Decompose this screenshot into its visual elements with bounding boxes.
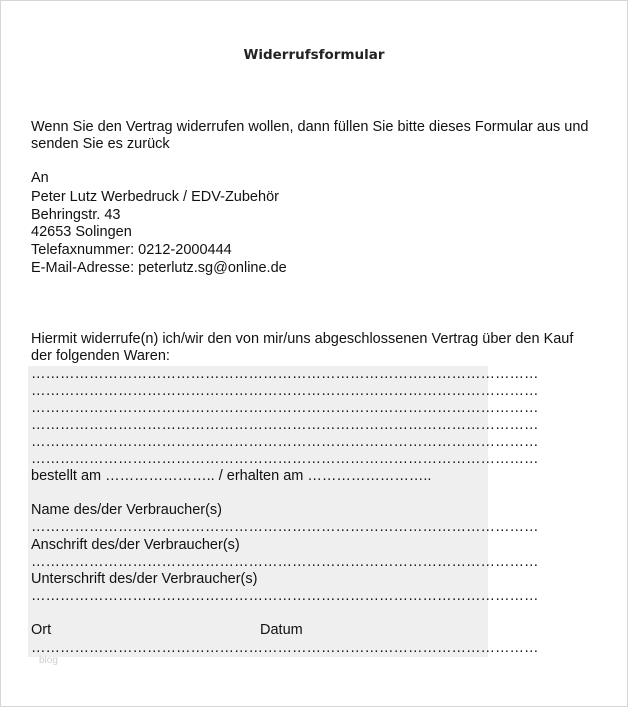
address-to: An	[31, 170, 49, 186]
address-email: E-Mail-Adresse: peterlutz.sg@online.de	[31, 260, 287, 276]
statement-line-2: der folgenden Waren:	[31, 348, 170, 364]
goods-line-6[interactable]: ……………………………………………………………………………………………	[31, 451, 539, 467]
place-label: Ort	[31, 622, 52, 638]
date-label: Datum	[260, 622, 303, 638]
goods-line-3[interactable]: ……………………………………………………………………………………………	[31, 400, 539, 416]
goods-line-5[interactable]: ……………………………………………………………………………………………	[31, 434, 539, 450]
address-company: Peter Lutz Werbedruck / EDV-Zubehör	[31, 189, 279, 205]
consumer-address-label: Anschrift des/der Verbraucher(s)	[31, 537, 240, 553]
goods-line-4[interactable]: ……………………………………………………………………………………………	[31, 417, 539, 433]
address-city: 42653 Solingen	[31, 224, 132, 240]
statement-line-1: Hiermit widerrufe(n) ich/wir den von mir/uns abgeschlossenen Vertrag über den Kauf	[31, 331, 574, 347]
goods-line-1[interactable]: ……………………………………………………………………………………………	[31, 366, 539, 382]
consumer-signature-line[interactable]: ……………………………………………………………………………………………	[31, 588, 539, 604]
address-fax: Telefaxnummer: 0212-2000444	[31, 242, 232, 258]
ordered-received-line[interactable]: bestellt am ………………….. / erhalten am ……………………..	[31, 468, 432, 484]
goods-line-2[interactable]: ……………………………………………………………………………………………	[31, 383, 539, 399]
consumer-address-line[interactable]: ……………………………………………………………………………………………	[31, 554, 539, 570]
address-street: Behringstr. 43	[31, 207, 121, 223]
watermark: blog	[39, 655, 58, 666]
intro-line-2: senden Sie es zurück	[31, 136, 170, 152]
consumer-name-line[interactable]: ……………………………………………………………………………………………	[31, 519, 539, 535]
consumer-name-label: Name des/der Verbraucher(s)	[31, 502, 222, 518]
place-date-line[interactable]: ……………………………………………………………………………………………	[31, 640, 539, 656]
intro-line-1: Wenn Sie den Vertrag widerrufen wollen, dann füllen Sie bitte dieses Formular aus und	[31, 119, 589, 135]
form-title: Widerrufsformular	[243, 47, 385, 63]
consumer-signature-label: Unterschrift des/der Verbraucher(s)	[31, 571, 258, 587]
